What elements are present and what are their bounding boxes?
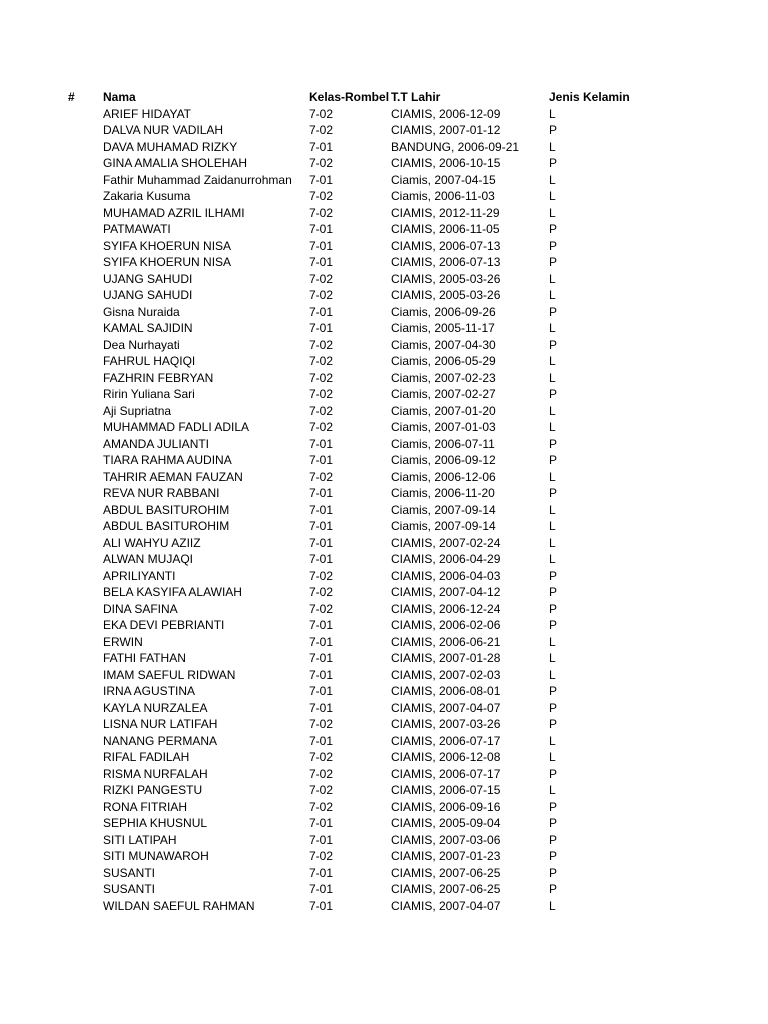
cell-kelas-rombel: 7-02 [309,271,334,286]
cell-nama: FAZHRIN FEBRYAN [103,370,214,385]
cell-tt-lahir: CIAMIS, 2006-07-17 [391,766,501,781]
cell-kelas-rombel: 7-02 [309,783,334,797]
table-row [0,865,768,882]
cell-nama: NANANG PERMANA [103,733,218,748]
table-header-row [0,89,768,106]
cell-kelas-rombel: 7-01 [309,651,334,665]
cell-tt-lahir: Ciamis, 2006-07-11 [391,436,495,451]
table-row [0,848,768,865]
cell-tt-lahir: Ciamis, 2005-11-17 [391,321,495,335]
cell-nama: Aji Supriatna [103,403,172,418]
cell-tt-lahir: CIAMIS, 2007-06-25 [391,865,501,880]
cell-kelas-rombel: 7-01 [309,453,334,467]
cell-tt-lahir: CIAMIS, 2006-04-03 [391,568,501,583]
cell-nama: UJANG SAHUDI [103,271,193,286]
cell-kelas-rombel: 7-02 [309,123,334,137]
cell-jenis-kelamin: L [549,634,556,649]
cell-jenis-kelamin: P [549,222,558,236]
cell-kelas-rombel: 7-02 [309,156,334,170]
cell-kelas-rombel: 7-02 [309,106,334,121]
table-row [0,403,768,420]
cell-kelas-rombel: 7-01 [309,684,334,698]
cell-tt-lahir: CIAMIS, 2006-12-08 [391,750,501,764]
cell-nama: SITI MUNAWAROH [103,849,209,863]
table-row [0,815,768,832]
cell-nama: REVA NUR RABBANI [103,486,220,500]
table-row [0,452,768,469]
table-row [0,139,768,156]
cell-jenis-kelamin: P [549,568,558,583]
cell-jenis-kelamin: P [549,766,558,781]
header-nama: Nama [103,90,136,104]
cell-nama: SUSANTI [103,882,156,896]
cell-jenis-kelamin: L [549,205,556,220]
cell-nama: ALI WAHYU AZIIZ [103,535,201,550]
cell-nama: EKA DEVI PEBRIANTI [103,618,225,632]
cell-jenis-kelamin: P [549,337,558,352]
table-row [0,617,768,634]
cell-jenis-kelamin: P [549,882,558,896]
cell-nama: KAMAL SAJIDIN [103,321,193,335]
cell-jenis-kelamin: P [549,255,558,269]
header-tt-lahir: T.T Lahir [391,90,441,104]
cell-jenis-kelamin: P [549,436,558,451]
cell-nama: SYIFA KHOERUN NISA [103,255,232,269]
cell-kelas-rombel: 7-02 [309,288,334,302]
cell-nama: Gisna Nuraida [103,304,180,319]
cell-tt-lahir: CIAMIS, 2006-07-13 [391,255,501,269]
table-row [0,221,768,238]
cell-kelas-rombel: 7-02 [309,337,334,352]
cell-tt-lahir: Ciamis, 2007-01-03 [391,420,496,434]
cell-kelas-rombel: 7-01 [309,238,334,253]
table-row [0,551,768,568]
cell-kelas-rombel: 7-02 [309,766,334,781]
cell-nama: IMAM SAEFUL RIDWAN [103,667,236,682]
cell-tt-lahir: CIAMIS, 2007-04-12 [391,585,501,599]
cell-kelas-rombel: 7-01 [309,700,334,715]
table-row [0,304,768,321]
table-row [0,320,768,337]
cell-nama: BELA KASYIFA ALAWIAH [103,585,242,599]
cell-jenis-kelamin: L [549,370,556,385]
table-row [0,155,768,172]
cell-tt-lahir: Ciamis, 2007-09-14 [391,502,496,517]
cell-tt-lahir: Ciamis, 2006-09-26 [391,304,496,319]
cell-jenis-kelamin: P [549,865,558,880]
table-row [0,716,768,733]
cell-tt-lahir: Ciamis, 2006-09-12 [391,453,496,467]
cell-tt-lahir: CIAMIS, 2007-02-03 [391,667,501,682]
table-row [0,700,768,717]
cell-kelas-rombel: 7-02 [309,189,334,203]
cell-tt-lahir: CIAMIS, 2005-03-26 [391,288,501,302]
cell-tt-lahir: Ciamis, 2006-05-29 [391,354,496,368]
cell-nama: TIARA RAHMA AUDINA [103,453,232,467]
cell-jenis-kelamin: L [549,667,556,682]
cell-tt-lahir: CIAMIS, 2006-08-01 [391,684,501,698]
cell-jenis-kelamin: L [549,420,556,434]
table-row [0,469,768,486]
cell-kelas-rombel: 7-01 [309,882,334,896]
cell-kelas-rombel: 7-01 [309,898,334,913]
table-row [0,881,768,898]
table-row [0,584,768,601]
cell-kelas-rombel: 7-02 [309,849,334,863]
cell-kelas-rombel: 7-02 [309,585,334,599]
cell-tt-lahir: CIAMIS, 2006-12-24 [391,601,501,616]
table-row [0,172,768,189]
cell-kelas-rombel: 7-01 [309,816,334,830]
table-row [0,353,768,370]
cell-nama: SUSANTI [103,865,156,880]
cell-tt-lahir: CIAMIS, 2006-11-05 [391,222,500,236]
cell-kelas-rombel: 7-01 [309,535,334,550]
cell-jenis-kelamin: L [549,469,556,484]
cell-tt-lahir: CIAMIS, 2007-01-23 [391,849,501,863]
cell-nama: ALWAN MUJAQI [103,552,194,566]
cell-tt-lahir: CIAMIS, 2006-07-13 [391,238,501,253]
cell-kelas-rombel: 7-01 [309,321,334,335]
cell-jenis-kelamin: P [549,684,558,698]
cell-nama: SITI LATIPAH [103,832,177,847]
cell-jenis-kelamin: P [549,453,558,467]
cell-nama: RIZKI PANGESTU [103,783,203,797]
cell-tt-lahir: Ciamis, 2007-01-20 [391,403,496,418]
cell-nama: Ririn Yuliana Sari [103,387,195,401]
table-row [0,238,768,255]
cell-kelas-rombel: 7-01 [309,733,334,748]
cell-jenis-kelamin: L [549,750,556,764]
cell-nama: TAHRIR AEMAN FAUZAN [103,469,243,484]
header-jenis-kelamin: Jenis Kelamin [549,90,630,104]
cell-nama: IRNA AGUSTINA [103,684,196,698]
cell-tt-lahir: CIAMIS, 2005-09-04 [391,816,501,830]
cell-nama: DAVA MUHAMAD RIZKY [103,139,238,154]
cell-nama: Zakaria Kusuma [103,189,191,203]
cell-kelas-rombel: 7-02 [309,750,334,764]
table-row [0,601,768,618]
table-row [0,832,768,849]
cell-nama: RONA FITRIAH [103,799,188,814]
cell-jenis-kelamin: P [549,832,558,847]
cell-kelas-rombel: 7-01 [309,139,334,154]
cell-tt-lahir: Ciamis, 2006-12-06 [391,469,496,484]
cell-kelas-rombel: 7-02 [309,205,334,220]
cell-jenis-kelamin: L [549,552,556,566]
cell-kelas-rombel: 7-02 [309,403,334,418]
table-row [0,106,768,123]
cell-tt-lahir: BANDUNG, 2006-09-21 [391,139,520,154]
cell-kelas-rombel: 7-02 [309,354,334,368]
cell-kelas-rombel: 7-01 [309,304,334,319]
cell-jenis-kelamin: P [549,601,558,616]
cell-kelas-rombel: 7-01 [309,618,334,632]
table-row [0,287,768,304]
cell-jenis-kelamin: L [549,535,556,550]
table-row [0,386,768,403]
table-row [0,568,768,585]
table-row [0,518,768,535]
cell-nama: RISMA NURFALAH [103,766,208,781]
table-body [0,106,768,915]
cell-jenis-kelamin: L [549,106,556,121]
cell-tt-lahir: CIAMIS, 2006-04-29 [391,552,501,566]
cell-tt-lahir: Ciamis, 2007-09-14 [391,519,496,533]
cell-jenis-kelamin: P [549,618,558,632]
table-row [0,254,768,271]
cell-tt-lahir: CIAMIS, 2007-03-06 [391,832,501,847]
cell-nama: ARIEF HIDAYAT [103,106,192,121]
cell-tt-lahir: CIAMIS, 2006-02-06 [391,618,501,632]
cell-nama: Fathir Muhammad Zaidanurrohman [103,172,292,187]
cell-nama: GINA AMALIA SHOLEHAH [103,156,248,170]
cell-kelas-rombel: 7-02 [309,387,334,401]
cell-tt-lahir: CIAMIS, 2007-02-24 [391,535,501,550]
cell-tt-lahir: CIAMIS, 2006-07-17 [391,733,501,748]
cell-kelas-rombel: 7-02 [309,420,334,434]
table-row [0,419,768,436]
table-row [0,799,768,816]
cell-kelas-rombel: 7-01 [309,222,334,236]
cell-tt-lahir: Ciamis, 2007-02-23 [391,370,496,385]
cell-jenis-kelamin: L [549,354,556,368]
table-row [0,683,768,700]
cell-jenis-kelamin: P [549,387,558,401]
cell-nama: UJANG SAHUDI [103,288,193,302]
cell-jenis-kelamin: L [549,271,556,286]
table-row [0,898,768,915]
cell-kelas-rombel: 7-02 [309,799,334,814]
cell-jenis-kelamin: P [549,816,558,830]
table-row [0,535,768,552]
cell-nama: WILDAN SAEFUL RAHMAN [103,898,255,913]
table-row [0,205,768,222]
cell-jenis-kelamin: P [549,156,558,170]
cell-nama: MUHAMMAD FADLI ADILA [103,420,250,434]
cell-jenis-kelamin: P [549,717,558,731]
cell-kelas-rombel: 7-01 [309,172,334,187]
cell-tt-lahir: CIAMIS, 2012-11-29 [391,205,500,220]
cell-tt-lahir: CIAMIS, 2007-04-07 [391,700,501,715]
cell-kelas-rombel: 7-01 [309,832,334,847]
header-kelas-rombel: Kelas-Rombel [309,90,389,104]
table-row [0,634,768,651]
cell-kelas-rombel: 7-02 [309,370,334,385]
table-row [0,766,768,783]
cell-jenis-kelamin: L [549,502,556,517]
header-number: # [68,90,75,104]
cell-tt-lahir: CIAMIS, 2006-09-16 [391,799,501,814]
cell-jenis-kelamin: L [549,403,556,418]
cell-kelas-rombel: 7-01 [309,667,334,682]
table-row [0,122,768,139]
student-table [0,89,768,914]
cell-tt-lahir: CIAMIS, 2007-01-28 [391,651,501,665]
cell-nama: SEPHIA KHUSNUL [103,816,208,830]
cell-jenis-kelamin: L [549,288,556,302]
cell-jenis-kelamin: P [549,849,558,863]
cell-kelas-rombel: 7-01 [309,255,334,269]
cell-nama: APRILIYANTI [103,568,176,583]
cell-jenis-kelamin: L [549,139,556,154]
table-row [0,271,768,288]
cell-tt-lahir: CIAMIS, 2005-03-26 [391,271,501,286]
cell-tt-lahir: CIAMIS, 2007-04-07 [391,898,501,913]
cell-kelas-rombel: 7-01 [309,865,334,880]
cell-jenis-kelamin: P [549,700,558,715]
cell-kelas-rombel: 7-01 [309,634,334,649]
table-row [0,485,768,502]
cell-kelas-rombel: 7-01 [309,519,334,533]
cell-jenis-kelamin: P [549,304,558,319]
cell-nama: Dea Nurhayati [103,337,180,352]
cell-tt-lahir: Ciamis, 2007-04-15 [391,172,496,187]
cell-tt-lahir: CIAMIS, 2007-06-25 [391,882,501,896]
table-row [0,650,768,667]
cell-nama: ABDUL BASITUROHIM [103,502,230,517]
cell-kelas-rombel: 7-02 [309,601,334,616]
cell-jenis-kelamin: L [549,898,556,913]
table-row [0,667,768,684]
cell-tt-lahir: CIAMIS, 2007-01-12 [391,123,501,137]
cell-tt-lahir: Ciamis, 2006-11-20 [391,486,495,500]
cell-kelas-rombel: 7-01 [309,436,334,451]
cell-nama: MUHAMAD AZRIL ILHAMI [103,205,245,220]
cell-kelas-rombel: 7-01 [309,502,334,517]
cell-nama: FATHI FATHAN [103,651,186,665]
cell-nama: ERWIN [103,634,143,649]
table-row [0,370,768,387]
cell-tt-lahir: CIAMIS, 2006-10-15 [391,156,501,170]
table-row [0,337,768,354]
cell-nama: FAHRUL HAQIQI [103,354,196,368]
cell-jenis-kelamin: L [549,783,556,797]
cell-tt-lahir: CIAMIS, 2006-07-15 [391,783,501,797]
cell-jenis-kelamin: L [549,519,556,533]
cell-nama: DINA SAFINA [103,601,178,616]
cell-kelas-rombel: 7-01 [309,552,334,566]
cell-tt-lahir: CIAMIS, 2006-06-21 [391,634,501,649]
cell-kelas-rombel: 7-02 [309,717,334,731]
cell-nama: LISNA NUR LATIFAH [103,717,218,731]
cell-kelas-rombel: 7-02 [309,568,334,583]
cell-nama: ABDUL BASITUROHIM [103,519,230,533]
table-row [0,188,768,205]
cell-nama: RIFAL FADILAH [103,750,190,764]
cell-tt-lahir: CIAMIS, 2007-03-26 [391,717,501,731]
cell-tt-lahir: Ciamis, 2006-11-03 [391,189,495,203]
cell-jenis-kelamin: L [549,651,556,665]
cell-nama: KAYLA NURZALEA [103,700,208,715]
table-row [0,436,768,453]
cell-kelas-rombel: 7-02 [309,469,334,484]
cell-tt-lahir: Ciamis, 2007-02-27 [391,387,496,401]
cell-jenis-kelamin: P [549,238,558,253]
cell-jenis-kelamin: L [549,733,556,748]
cell-nama: AMANDA JULIANTI [103,436,210,451]
cell-jenis-kelamin: L [549,189,556,203]
cell-nama: SYIFA KHOERUN NISA [103,238,232,253]
cell-nama: DALVA NUR VADILAH [103,123,224,137]
cell-jenis-kelamin: P [549,486,558,500]
cell-jenis-kelamin: P [549,123,558,137]
cell-nama: PATMAWATI [103,222,171,236]
cell-jenis-kelamin: L [549,321,556,335]
cell-jenis-kelamin: L [549,172,556,187]
cell-kelas-rombel: 7-01 [309,486,334,500]
table-row [0,782,768,799]
table-row [0,749,768,766]
cell-tt-lahir: CIAMIS, 2006-12-09 [391,106,501,121]
cell-tt-lahir: Ciamis, 2007-04-30 [391,337,496,352]
table-row [0,502,768,519]
table-row [0,733,768,750]
cell-jenis-kelamin: P [549,585,558,599]
cell-jenis-kelamin: P [549,799,558,814]
